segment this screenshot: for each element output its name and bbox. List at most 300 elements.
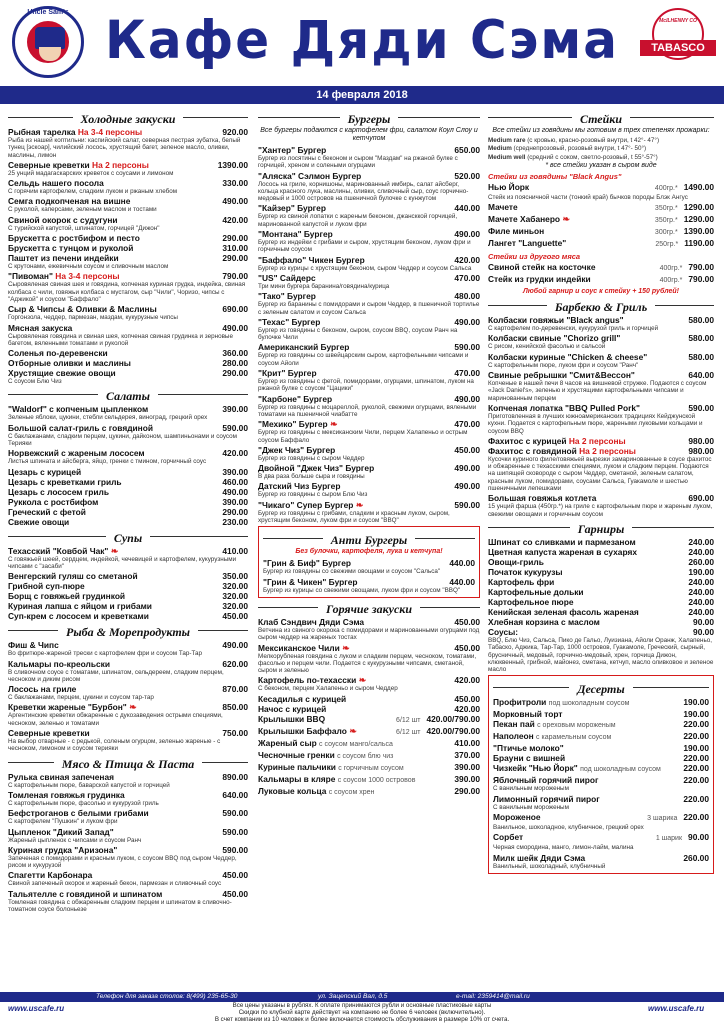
menu-item[interactable] [493, 709, 709, 719]
menu-item[interactable] [8, 423, 248, 448]
menu-item[interactable] [258, 481, 480, 498]
menu-item-row [8, 546, 248, 556]
menu-item[interactable] [488, 436, 714, 446]
menu-item-title: Яблочный горячий пирог [493, 775, 599, 786]
menu-item-row [493, 743, 709, 753]
menu-item[interactable] [8, 517, 248, 527]
menu-item-description: Кусочки куриного филе/говяжьей вырезки замаринованные в соусе фахитос и обжаренные с техасскими специями, луком и сладким перцем. Подаются на шипящей сковороде с сыром Чеддер, сметаной, зеленым салатом, красным луком, помидорами, соусами Сальса, Гуакамоле и шестью пшеничными лепешками [488, 455, 712, 493]
menu-item[interactable] [488, 557, 714, 567]
menu-item[interactable] [488, 238, 714, 250]
footer-note-2: Скидки по клубной карте действует на компанию не более 6 человек (включительно). [238, 1009, 486, 1016]
menu-item-description: С картофельным пюре, луком фри и соусом "Ранч" [488, 361, 639, 369]
menu-item-price: 420.00 [454, 254, 480, 265]
menu-item-name [258, 714, 396, 724]
menu-item-description: Свиной запеченый окорок и жареный бекон, пармезан и сливочный соус [8, 880, 222, 888]
menu-item-sauce: с соусом 1000 островов [337, 776, 416, 784]
menu-item[interactable] [258, 786, 480, 798]
menu-item-row [8, 845, 248, 855]
menu-item[interactable] [493, 832, 709, 851]
menu-item[interactable] [258, 463, 480, 480]
menu-item[interactable] [258, 255, 480, 272]
footer-phone[interactable]: Телефон для заказа столов: 8(499) 235-65-30 [96, 993, 238, 1000]
menu-item[interactable] [493, 794, 709, 811]
menu-item-title: Американский Бургер [258, 342, 350, 353]
menu-item-row [488, 262, 714, 274]
menu-item[interactable] [493, 853, 709, 870]
menu-item-price: 420.00/790.00 [426, 725, 480, 736]
menu-item[interactable] [493, 763, 709, 775]
menu-item-title: Цезарь с курицей [8, 466, 82, 477]
menu-item-row [488, 226, 714, 238]
menu-item-row [258, 229, 480, 239]
menu-item[interactable] [8, 601, 248, 611]
menu-item-price: 650.00 [454, 145, 480, 155]
menu-item-price: 280.00 [222, 358, 248, 369]
menu-item-title: Датский Чиз Бургер [258, 481, 341, 492]
menu-item[interactable] [8, 808, 248, 825]
menu-item-title: Лангет "Languette" [488, 238, 567, 249]
menu-item-price: 490.00 [222, 486, 248, 497]
menu-item[interactable] [8, 546, 248, 571]
menu-item-description: С руколой, каперсами, зеленым маслом и тостами [8, 206, 157, 214]
menu-item[interactable] [8, 581, 248, 591]
menu-item[interactable] [8, 790, 248, 807]
menu-item[interactable] [258, 445, 480, 462]
menu-item-name [263, 577, 446, 587]
footer-site-left[interactable]: www.uscafe.ru [8, 1004, 65, 1013]
section-title-cold: Холодные закуски [73, 112, 184, 126]
menu-item-price: 750.00 [222, 728, 248, 739]
menu-item-name [493, 753, 680, 763]
menu-item[interactable] [258, 229, 480, 254]
menu-item[interactable] [258, 643, 480, 675]
menu-item[interactable] [488, 333, 714, 350]
menu-item-name [258, 774, 451, 786]
burgers-note: Все бургеры подаются с картофелем фри, салатом Коул Слоу и кетчупом [260, 127, 478, 142]
menu-item[interactable] [8, 348, 248, 358]
menu-item-title: "Крит" Бургер [258, 368, 317, 379]
menu-item-price: 590.00 [454, 499, 480, 510]
menu-item-name [8, 404, 219, 414]
doneness-level: Medium well [488, 153, 526, 161]
menu-item-row [8, 611, 248, 621]
menu-item-title: Копченая лопатка "BBQ Pulled Pork" [488, 402, 641, 413]
menu-item-row [493, 719, 709, 731]
menu-item-title: Паштет из печени индейки [8, 253, 119, 264]
menu-item[interactable] [8, 243, 248, 253]
menu-item-row [488, 214, 714, 226]
menu-item-portion: На 2 персоны [579, 445, 636, 456]
menu-item-name [8, 591, 219, 601]
menu-item-row [488, 557, 714, 567]
menu-item-name [258, 675, 451, 685]
menu-item[interactable] [8, 368, 248, 385]
steaks-note: Все стейки из говядины мы готовим в трех степенях прожарки: [492, 127, 710, 134]
menu-item[interactable] [258, 675, 480, 692]
menu-item[interactable] [488, 352, 714, 369]
header [0, 0, 724, 86]
menu-item-price: 620.00 [222, 658, 248, 669]
menu-item-price: 410.00 [222, 545, 248, 556]
menu-item-row [8, 358, 248, 368]
menu-item-row [488, 182, 714, 194]
soups-list [8, 546, 248, 622]
menu-item-description: С картофельным пюре, фасолью и кукурузой гриль [8, 799, 159, 807]
menu-item[interactable] [8, 827, 248, 844]
menu-item[interactable] [488, 315, 714, 332]
menu-item-price: 490.00 [454, 463, 480, 474]
menu-item-price: 490.00 [454, 316, 480, 327]
menu-item[interactable] [488, 226, 714, 238]
menu-item[interactable] [258, 694, 480, 704]
menu-item[interactable] [258, 774, 480, 786]
menu-item[interactable] [258, 419, 480, 444]
menu-item-title: "Птичье молоко" [493, 743, 564, 754]
menu-item-weight: 350гр.* [654, 205, 678, 213]
menu-item[interactable] [8, 448, 248, 465]
menu-item[interactable] [488, 547, 714, 557]
menu-item-row [488, 352, 714, 362]
menu-item-title: Картофель фри [488, 576, 555, 587]
menu-item-name [8, 243, 219, 253]
menu-item[interactable] [493, 775, 709, 792]
menu-item[interactable] [493, 731, 709, 743]
menu-item[interactable] [258, 738, 480, 750]
menu-item-name [488, 315, 685, 325]
menu-item[interactable] [258, 617, 480, 642]
menu-item-row [258, 617, 480, 627]
menu-item-description: С горячим картофелем, сладким луком и ржаным хлебом [8, 188, 178, 196]
menu-item-title: Колбаски говяжьи "Black angus" [488, 315, 624, 326]
menu-item-description: Запеченая с помидорами и красным луком, с соусом BBQ под сыром Чеддер, рисом и кукурузой [8, 854, 237, 870]
menu-item[interactable] [8, 178, 248, 195]
footer-contact-bar [0, 992, 724, 1002]
menu-item-portion: На 2 персоны [92, 159, 149, 170]
section-title-steaks: Стейки [572, 112, 630, 126]
menu-item[interactable] [8, 659, 248, 684]
menu-item[interactable] [488, 617, 714, 627]
menu-item-row [493, 709, 709, 719]
tabasco-logo[interactable] [640, 8, 716, 78]
menu-item[interactable] [8, 196, 248, 213]
chili-pepper-icon: ❧ [356, 675, 367, 686]
menu-item-weight: 400гр.* [659, 265, 683, 273]
menu-item-name [8, 684, 219, 694]
menu-item-price: 220.00 [683, 731, 709, 742]
menu-date: 14 февраля 2018 [316, 89, 408, 101]
menu-item-title: Профитроли [493, 697, 547, 708]
menu-item[interactable] [8, 640, 248, 657]
menu-item-description: Бургер из свиной лопатки с жареным беконом, джансккой горчицей, маринованной капустой и луком фри [258, 213, 458, 228]
menu-item-row [493, 763, 709, 775]
menu-item[interactable] [8, 253, 248, 270]
menu-item-title: "Аляска" Сэлмон Бургер [258, 170, 362, 181]
menu-item-title: Мясная закуска [8, 322, 73, 333]
menu-item[interactable] [258, 726, 480, 738]
menu-item[interactable] [8, 684, 248, 701]
menu-item[interactable] [8, 477, 248, 487]
salads-list [8, 404, 248, 526]
menu-item[interactable] [493, 812, 709, 831]
menu-item-price: 320.00 [222, 581, 248, 592]
menu-item-title: Борщ с говяжьей грудинкой [8, 591, 126, 602]
menu-item[interactable] [8, 127, 248, 159]
menu-item-title: "Мехико" Бургер [258, 419, 328, 430]
footer-note-1: Все цены указаны в рублях. К оплате принимаются рубли и основные пластиковые карты [232, 1002, 492, 1009]
menu-item-row [258, 203, 480, 213]
menu-item-title: Соленья по-деревенски [8, 348, 108, 359]
menu-item[interactable] [8, 728, 248, 753]
footer-site-right[interactable]: www.uscafe.ru [648, 1004, 705, 1013]
menu-item-title: Картофель по-техасски [258, 675, 357, 686]
menu-item-title: Морковный торт [493, 709, 563, 720]
menu-item-price: 490.00 [222, 196, 248, 207]
menu-item[interactable] [8, 870, 248, 887]
menu-item[interactable] [258, 704, 480, 714]
menu-item-price: 590.00 [222, 826, 248, 837]
menu-item-row [8, 571, 248, 581]
menu-item-row [258, 704, 480, 714]
menu-item[interactable] [488, 537, 714, 547]
menu-item-title: Милк шейк Дяди Сэма [493, 852, 586, 863]
menu-item[interactable] [8, 591, 248, 601]
menu-item-price: 580.00 [688, 351, 714, 362]
menu-item-price: 590.00 [222, 422, 248, 433]
menu-item-name [8, 497, 219, 507]
menu-item[interactable] [488, 577, 714, 587]
menu-item-name [8, 571, 219, 581]
menu-item[interactable] [488, 607, 714, 617]
menu-item-description: Томленая говядина с обжаренным сладким перцем и шпинатом в сливочно-томатном соусе болоньезе [8, 898, 232, 913]
menu-item[interactable] [258, 762, 480, 774]
doneness-row [488, 154, 714, 161]
steaks-black-angus-title: Стейки из говядины "Black Angus" [488, 171, 622, 181]
menu-item-title: "Карбоне" Бургер [258, 393, 333, 404]
menu-item[interactable] [263, 558, 475, 575]
menu-item[interactable] [8, 404, 248, 421]
menu-item[interactable] [258, 317, 480, 342]
menu-item-description: 25 унций мадагаскарских креветок с соусами и лимоном [8, 169, 174, 177]
menu-item[interactable] [488, 567, 714, 577]
menu-item-title: Спагетти Карбонара [8, 870, 93, 881]
doneness-note: * все стейки указан в сыром виде [545, 161, 657, 169]
menu-item-title: "Грин & Биф" Бургер [263, 558, 352, 569]
tabasco-label: TABASCO [640, 40, 716, 56]
menu-item-row [8, 889, 248, 899]
menu-item-sauce: с соусом хрен [328, 788, 375, 796]
menu-item-name [8, 640, 219, 650]
menu-item-name [258, 229, 451, 239]
menu-item-name [258, 203, 451, 213]
menu-item-title: Техасский "Ковбой Чак" [8, 545, 109, 556]
menu-item[interactable] [258, 750, 480, 762]
menu-item[interactable] [8, 507, 248, 517]
menu-item[interactable] [8, 889, 248, 914]
menu-item-row [488, 446, 714, 456]
menu-item[interactable] [8, 160, 248, 177]
menu-item[interactable] [493, 719, 709, 731]
menu-item[interactable] [8, 611, 248, 621]
menu-item-price: 220.00 [683, 719, 709, 730]
menu-item-title: Колбаски куриные "Chicken & cheese" [488, 351, 648, 362]
menu-item[interactable] [488, 214, 714, 226]
menu-item[interactable] [488, 202, 714, 214]
menu-item[interactable] [258, 394, 480, 419]
menu-item[interactable] [258, 368, 480, 393]
menu-item-price: 260.00 [688, 556, 714, 567]
menu-item[interactable] [258, 171, 480, 203]
menu-item-title: Греческий с фетой [8, 506, 86, 517]
menu-item-sauce: с соусом манго/сальса [319, 740, 393, 748]
menu-item-title: Норвежский с жареным лососем [8, 448, 145, 459]
menu-item-name [493, 697, 680, 709]
menu-item[interactable] [488, 182, 714, 201]
menu-item-row [258, 675, 480, 685]
menu-item-title: Цветная капуста жареная в сухарях [488, 546, 637, 557]
menu-item-row [488, 370, 714, 380]
menu-item-price: 450.00 [454, 616, 480, 627]
menu-item[interactable] [8, 571, 248, 581]
menu-item-portion: На 3-4 персоны [55, 271, 120, 282]
menu-item[interactable] [8, 323, 248, 348]
menu-item-row [8, 591, 248, 601]
menu-item[interactable] [258, 145, 480, 170]
menu-item[interactable] [8, 358, 248, 368]
menu-item-name [8, 772, 219, 782]
menu-item[interactable] [258, 342, 480, 367]
menu-item-title: Крылышки BBQ [258, 713, 326, 724]
menu-item-title: Хрустящие свежие овощи [8, 368, 116, 379]
menu-item-row [493, 753, 709, 763]
menu-item-row [258, 643, 480, 653]
menu-item-name [488, 537, 685, 547]
menu-item[interactable] [8, 233, 248, 243]
menu-item[interactable] [8, 304, 248, 321]
menu-item-description: Бургер из говядины с моцареллой, руколой, свежими огурцами, вялеными томатами на пшеничной чиабатте [258, 403, 477, 418]
menu-item[interactable] [8, 487, 248, 497]
menu-item-price: 220.00 [683, 775, 709, 786]
menu-item-row [258, 317, 480, 327]
menu-item-row [488, 315, 714, 325]
doneness-list [488, 137, 714, 161]
menu-item[interactable] [8, 271, 248, 303]
menu-item[interactable] [258, 500, 480, 525]
menu-item[interactable] [488, 587, 714, 597]
menu-item-name [493, 719, 680, 731]
menu-item-row [8, 243, 248, 253]
menu-item-price: 890.00 [222, 771, 248, 782]
menu-item-name [258, 500, 451, 510]
menu-item-price: 580.00 [688, 333, 714, 344]
menu-item-row [488, 547, 714, 557]
menu-item-weight: 400гр.* [654, 184, 678, 192]
menu-item-name [8, 448, 219, 458]
menu-item[interactable] [493, 697, 709, 709]
menu-item[interactable] [488, 597, 714, 607]
menu-item-price: 240.00 [688, 606, 714, 617]
menu-item-row [8, 728, 248, 738]
menu-item-sauce: с ореховым мороженым [537, 722, 616, 730]
section-header-cold [8, 110, 248, 124]
menu-item[interactable] [258, 714, 480, 726]
menu-item-name [493, 812, 647, 822]
menu-item[interactable] [488, 274, 714, 286]
menu-item-name [488, 557, 685, 567]
menu-item-name [8, 271, 219, 281]
menu-item[interactable] [488, 446, 714, 492]
menu-item-title: Крылышки Баффало [258, 725, 347, 736]
footer-email[interactable]: e-mail: 2359414@mail.ru [456, 993, 530, 1000]
menu-item[interactable] [8, 772, 248, 789]
menu-item-price: 450.00 [222, 888, 248, 899]
menu-item-price: 370.00 [454, 749, 480, 760]
menu-item-row [258, 273, 480, 283]
menu-item-name [8, 546, 219, 556]
menu-item-price: 290.00 [222, 506, 248, 517]
menu-item-description: Во фритюре-жареной трески с картофелем фри и соусом Тар-Тар [8, 650, 203, 658]
menu-item[interactable] [488, 370, 714, 402]
menu-item[interactable] [488, 627, 714, 637]
menu-item-title: Овощи-гриль [488, 556, 544, 567]
menu-item-title: Жареный сыр [258, 737, 317, 748]
fish-list [8, 640, 248, 752]
menu-item-title: Мороженое [493, 812, 541, 823]
menu-item-description: Бургер из индейки с грибами и сыром, хрустящим беконом, луком фри и горчичным соусом [258, 239, 471, 254]
menu-item-row [488, 577, 714, 587]
menu-item[interactable] [8, 215, 248, 232]
menu-item[interactable] [488, 403, 714, 435]
menu-item-price: 420.00/790.00 [426, 713, 480, 724]
menu-item-description: С баклажанами, перцем, цукини и соусом тар-тар [8, 694, 154, 702]
menu-item-name [258, 726, 396, 736]
menu-item[interactable] [8, 467, 248, 477]
menu-item-price: 190.00 [683, 743, 709, 754]
menu-item[interactable] [488, 262, 714, 274]
menu-item[interactable] [8, 702, 248, 727]
menu-item-weight: 350гр.* [654, 217, 678, 225]
section-title-fish: Рыба & Морепродукты [58, 625, 198, 639]
menu-item[interactable] [488, 493, 714, 518]
menu-item-row [488, 607, 714, 617]
menu-item-name [488, 547, 685, 557]
menu-item-title: Рулька свиная запеченая [8, 771, 115, 782]
section-header-hot [258, 600, 480, 614]
menu-item-description: С беконом, перцем Халапеньо и сыром Чеддер [258, 685, 398, 693]
menu-item-price: 240.00 [688, 576, 714, 587]
menu-item-name [488, 226, 655, 236]
menu-item-name [488, 352, 685, 362]
menu-item-price: 590.00 [222, 808, 248, 819]
menu-item-title: Картофельное пюре [488, 596, 574, 607]
menu-item-row [8, 448, 248, 458]
menu-item-description: Бургер из говядины с фетой, помидорами, огурцами, шпинатом, луком на ржаной булке с соусом "Цацики" [258, 378, 474, 393]
uncle-sams-logo[interactable] [12, 6, 84, 78]
menu-item[interactable] [8, 497, 248, 507]
menu-item-title: Кесадилья с курицей [258, 693, 347, 704]
menu-item[interactable] [258, 273, 480, 290]
menu-item[interactable] [258, 291, 480, 316]
menu-item[interactable] [8, 845, 248, 870]
menu-item-title: Фахитос с курицей [488, 435, 567, 446]
menu-item-title: Суп-крем с лососем и креветками [8, 611, 149, 622]
menu-item[interactable] [493, 753, 709, 763]
menu-item-price: 440.00 [454, 203, 480, 214]
menu-item[interactable] [258, 203, 480, 228]
menu-item[interactable] [263, 577, 475, 594]
menu-item-price: 90.00 [693, 626, 714, 637]
menu-item[interactable] [493, 743, 709, 753]
menu-item-row [8, 304, 248, 314]
